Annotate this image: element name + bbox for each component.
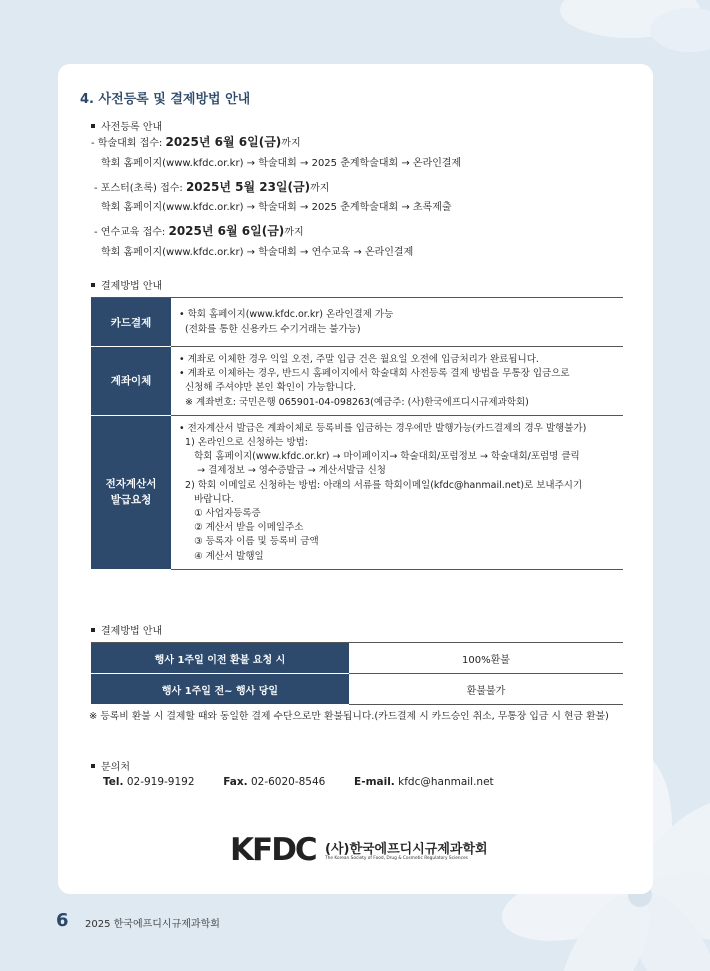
refund-row: [91, 643, 623, 674]
payment-row-invoice: [91, 415, 623, 569]
education-path: 학회 홈페이지(www.kfdc.or.kr) → 학술대회 → 연수교육 → 온라인결제: [101, 247, 414, 258]
logo-name-kr: (사)한국에프디시규제과학회: [325, 842, 488, 857]
payment-header-transfer: 계좌이체: [91, 347, 171, 416]
poster-path: 학회 홈페이지(www.kfdc.or.kr) → 학술대회 → 2025 춘계학술대회 → 초록제출: [101, 202, 452, 213]
poster-deadline: - 포스터(초록) 접수: 2025년 5월 23일(금)까지: [94, 180, 330, 194]
svg-text:KFDC: KFDC: [230, 833, 316, 863]
payment-content-card: • 학회 홈페이지(www.kfdc.or.kr) 온라인결제 가능 (전화를 통한 신용카드 수기거래는 불가능): [171, 298, 623, 347]
payment-content-invoice: • 전자계산서 발급은 계좌이체로 등록비를 입금하는 경우에만 발행가능(카드결제의 경우 발행불가) 1) 온라인으로 신청하는 방법: 학회 홈페이지(www.kfdc.or.kr) → 마이페이지→ 학술대회/포럼정보 → 학술대회/포럼명 클릭 → 결제정보 → 영수증발급 → 계산서발급 신청 2) 학회 이메일로 신청하는 방법: 아래의 서류를 학회이메일(kfdc@hanmail.net)로 보내주시기 바랍니다. ① 사업자등록증 ② 계산서 받을 이메일주소 ③ 등록자 이름 및 등록비 금액 ④ 계산서 발행일: [171, 415, 623, 569]
page-number: 6: [56, 910, 69, 931]
payment-content-transfer: • 계좌로 이체한 경우 익일 오전, 주말 입금 건은 월요일 오전에 입금처리가 완료됩니다. • 계좌로 이체하는 경우, 반드시 홈페이지에서 학술대회 사전등록 결제 방법을 무통장 입금으로 신청해 주셔야만 본인 확인이 가능합니다. ※ 계좌번호: 국민은행 065901-04-098263(예금주: (사)한국에프디시규제과학회): [171, 347, 623, 416]
footer-text: 2025 한국에프디시규제과학회: [85, 919, 220, 930]
payment-table: [91, 297, 623, 570]
payment-header-invoice: 전자계산서 발급요청: [91, 415, 171, 569]
refund-result: 100%환불: [349, 643, 623, 674]
contact-email: kfdc@hanmail.net: [398, 776, 494, 788]
payment-header-card: 카드결제: [91, 298, 171, 347]
academic-path: 학회 홈페이지(www.kfdc.or.kr) → 학술대회 → 2025 춘계학술대회 → 온라인결제: [101, 158, 462, 169]
page-heading: 4. 사전등록 및 결제방법 안내: [80, 92, 251, 107]
contact-section-label: 문의처: [91, 758, 130, 773]
refund-note: ※ 등록비 환불 시 결제할 때와 동일한 결제 수단으로만 환불됩니다.(카드결제 시 카드승인 취소, 무통장 입금 시 현금 환불): [89, 711, 609, 722]
refund-section-label: 결제방법 안내: [91, 622, 162, 637]
academic-deadline: - 학술대회 접수: 2025년 6월 6일(금)까지: [91, 135, 301, 149]
flower-decoration-top: [520, 0, 710, 70]
payment-row-transfer: [91, 347, 623, 416]
logo-name-en: The Korean Society of Food, Drug & Cosmetic Regulatory Sciences: [325, 856, 468, 861]
refund-condition: 행사 1주일 이전 환불 요청 시: [91, 643, 349, 674]
refund-table: [91, 642, 623, 705]
refund-result: 환불불가: [349, 674, 623, 705]
registration-section-label: 사전등록 안내: [91, 118, 162, 133]
kfdc-logo: [230, 833, 318, 863]
refund-row: [91, 674, 623, 705]
refund-condition: 행사 1주일 전~ 행사 당일: [91, 674, 349, 705]
payment-section-label: 결제방법 안내: [91, 277, 162, 292]
contact-tel: 02-919-9192: [126, 776, 195, 788]
payment-row-card: [91, 298, 623, 347]
contact-info: Tel. 02-919-9192 Fax. 02-6020-8546 E-mail. kfdc@hanmail.net: [103, 776, 494, 788]
education-deadline: - 연수교육 접수: 2025년 6월 6일(금)까지: [94, 224, 304, 238]
contact-fax: 02-6020-8546: [250, 776, 326, 788]
